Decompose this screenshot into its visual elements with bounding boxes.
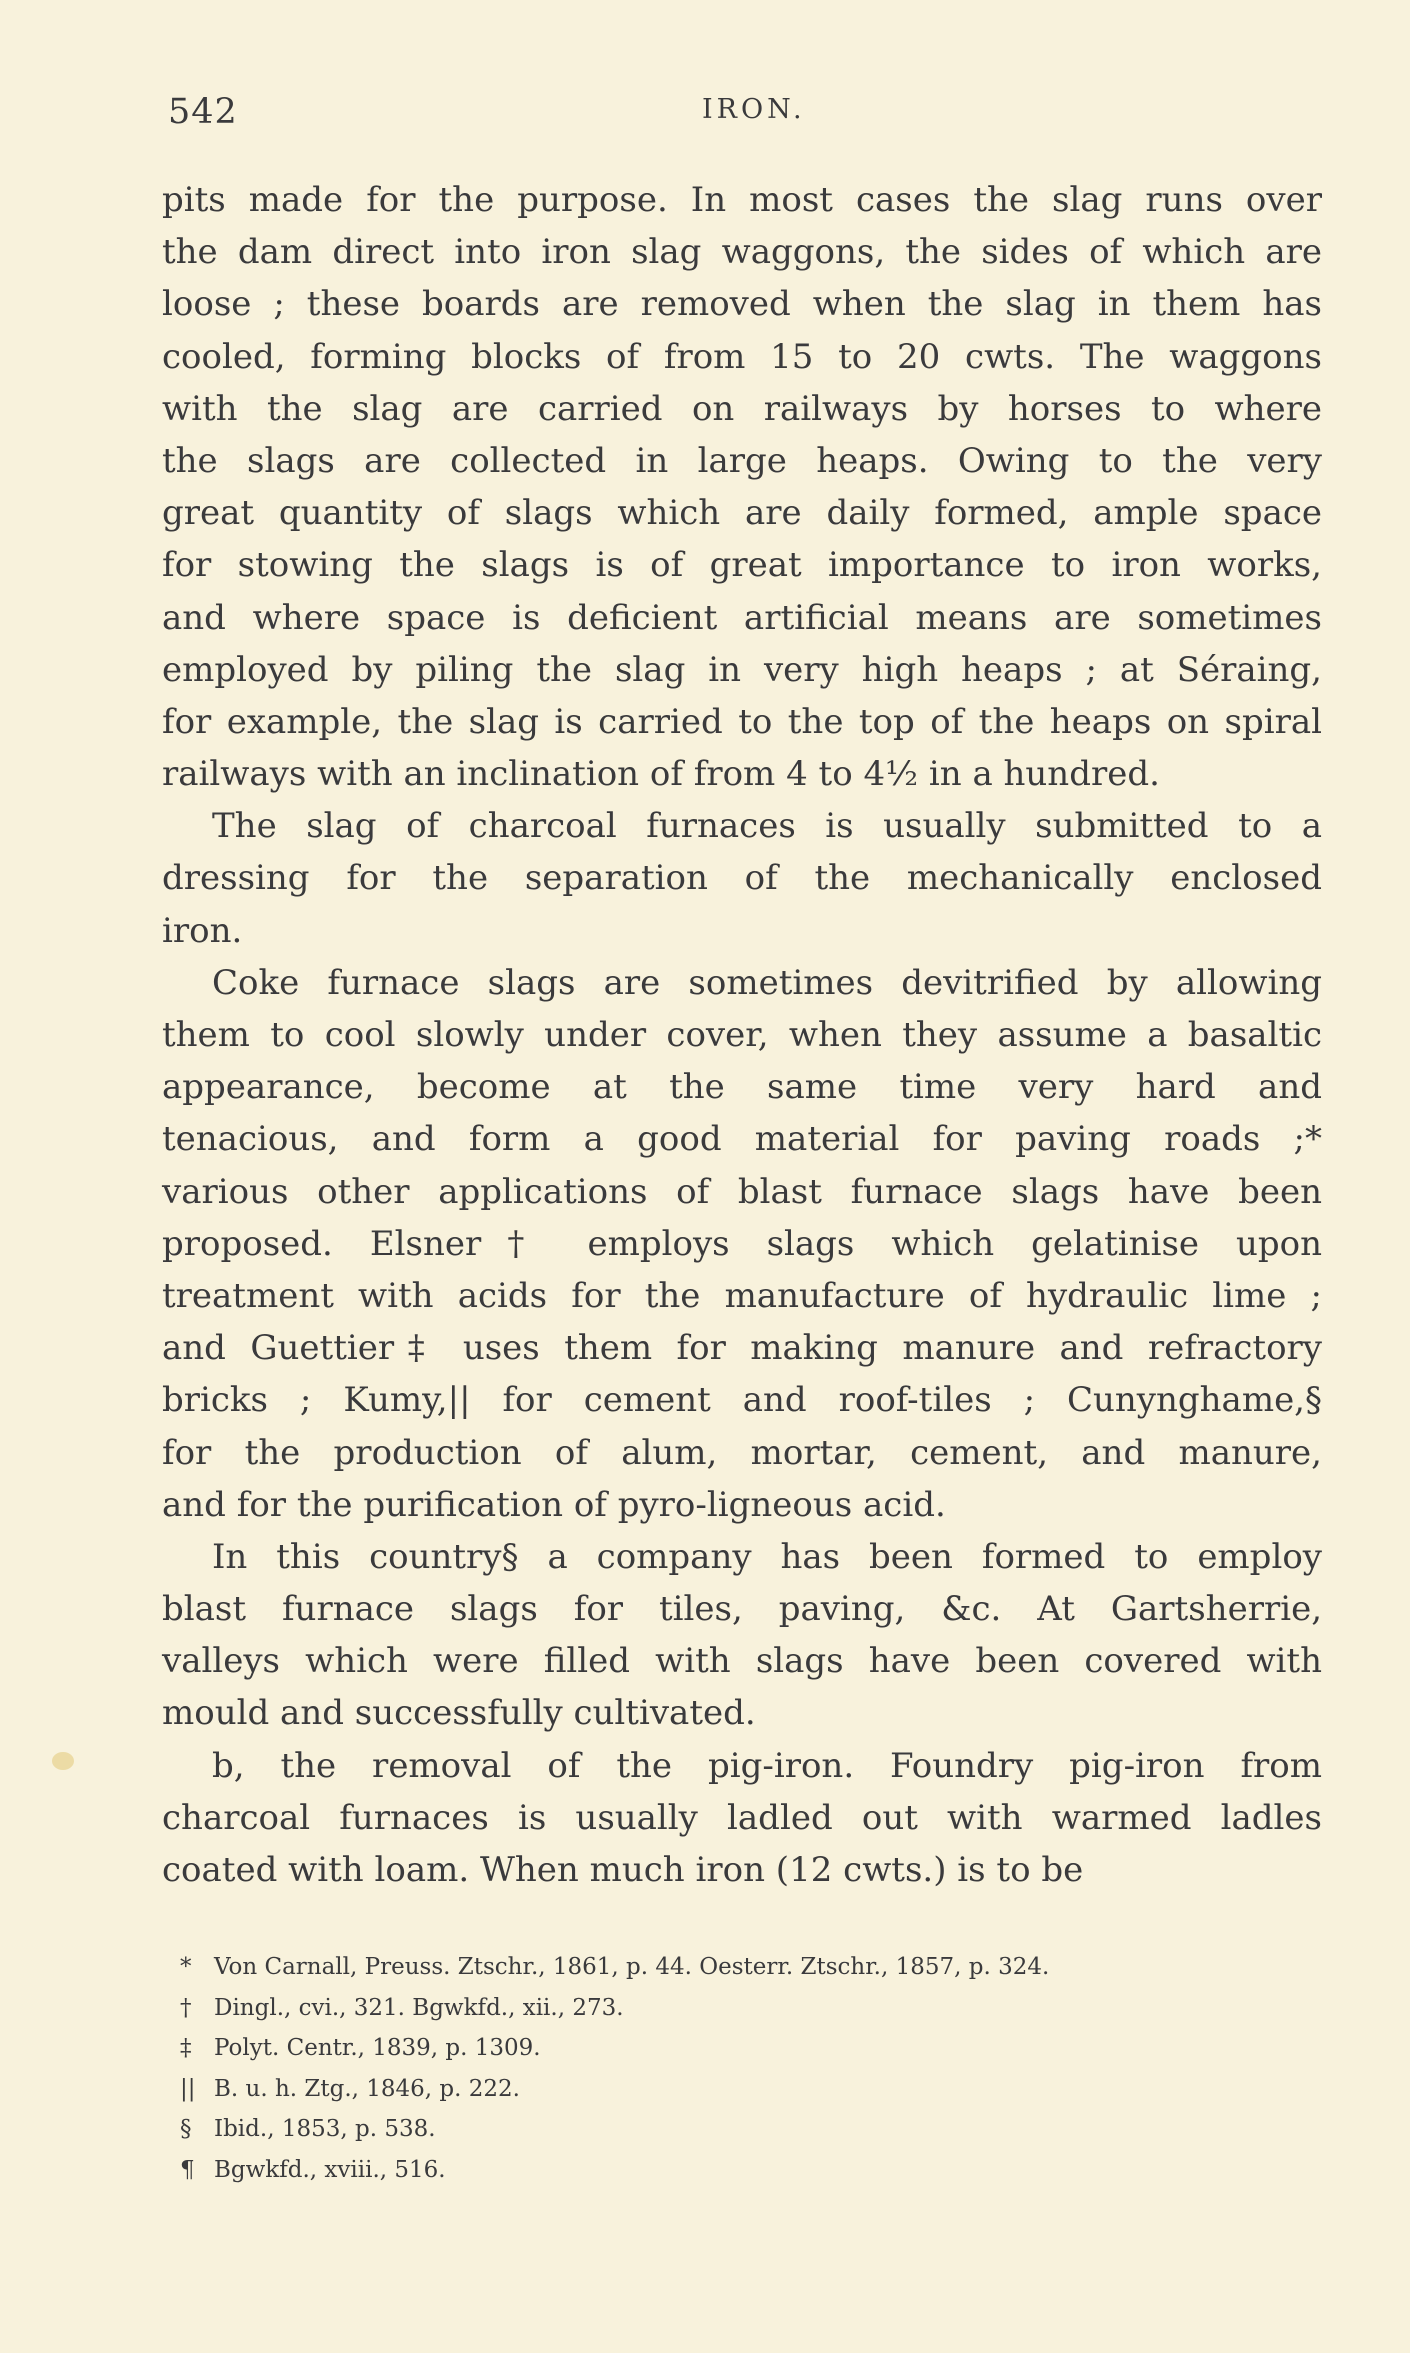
footnote-symbol: ¶ <box>180 2156 195 2183</box>
paragraph <box>162 800 1322 957</box>
footnote-symbol: § <box>180 2116 192 2142</box>
footnote-symbol: || <box>180 2075 196 2102</box>
text-line: appearance, become at the same time very hard and <box>162 1067 1322 1108</box>
text-line: The slag of charcoal furnaces is usually submitted to a <box>212 806 1322 847</box>
paper-stain <box>52 1752 74 1770</box>
footnote-text: Dingl., cvi., 321. Bgwkfd., xii., 273. <box>214 1994 624 2021</box>
text-line: proposed. Elsner† employs slags which gelatinise upon <box>162 1223 1322 1264</box>
text-line: iron. <box>162 910 243 951</box>
footnote-symbol: † <box>180 1994 192 2021</box>
text-line: coated with loam. When much iron (12 cwts.) is to be <box>162 1850 1084 1890</box>
text-line: with the slag are carried on railways by horses to where <box>162 388 1322 429</box>
text-line: employed by piling the slag in very high heaps ; at Séraing, <box>162 649 1322 690</box>
text-line: for example, the slag is carried to the top of the heaps on spiral <box>162 701 1322 742</box>
footnote-text: Ibid., 1853, p. 538. <box>214 2116 436 2142</box>
text-line: and where space is deficient artificial means are sometimes <box>162 597 1322 638</box>
footnote-text: B. u. h. Ztg., 1846, p. 222. <box>214 2075 520 2102</box>
page-number: 542 <box>168 92 238 132</box>
text-line: treatment with acids for the manufacture of hydraulic lime ; <box>162 1275 1322 1316</box>
paragraph <box>162 174 1322 800</box>
text-line: great quantity of slags which are daily formed, ample space <box>162 493 1322 534</box>
page-header <box>0 92 1410 148</box>
text-line: various other applications of blast furnace slags have been <box>162 1171 1322 1212</box>
running-title: IRON. <box>702 94 806 125</box>
text-line: bricks ; Kumy,|| for cement and roof-tiles ; Cunynghame,§ <box>162 1380 1322 1421</box>
text-line: railways with an inclination of from 4 to 4½ in a hundred. <box>162 754 1160 795</box>
text-line: for the production of alum, mortar, cement, and manure, <box>162 1432 1322 1473</box>
footnotes <box>180 1947 1340 2190</box>
text-line: dressing for the separation of the mechanically enclosed <box>162 858 1322 899</box>
footnote <box>180 1988 1340 2029</box>
text-line: tenacious, and form a good material for paving roads ;* <box>162 1119 1322 1160</box>
footnote-symbol: ‡ <box>180 2035 192 2061</box>
footnote <box>180 2028 1340 2069</box>
text-line: In this country§ a company has been formed to employ <box>212 1536 1322 1577</box>
text-line: valleys which were filled with slags have been covered with <box>162 1641 1322 1682</box>
footnote-symbol: * <box>180 1954 192 1980</box>
text-line: Coke furnace slags are sometimes devitrified by allowing <box>212 962 1322 1003</box>
text-line: for stowing the slags is of great importance to iron works, <box>162 545 1322 586</box>
text-line: and Guettier‡ uses them for making manure and refractory <box>162 1328 1322 1369</box>
text-line: b, the removal of the pig-iron. Foundry pig-iron from <box>212 1745 1322 1786</box>
body-text <box>162 174 1322 1896</box>
footnote <box>180 2069 1340 2110</box>
footnote-text: Bgwkfd., xviii., 516. <box>214 2156 446 2183</box>
footnote-text: Polyt. Centr., 1839, p. 1309. <box>214 2035 541 2061</box>
text-line: the dam direct into iron slag waggons, the sides of which are <box>162 232 1322 273</box>
text-line: loose ; these boards are removed when the slag in them has <box>162 284 1322 325</box>
paragraph <box>162 1740 1322 1897</box>
paragraph <box>162 1531 1322 1740</box>
text-line: cooled, forming blocks of from 15 to 20 cwts. The waggons <box>162 336 1322 377</box>
text-line: and for the purification of pyro-ligneous acid. <box>162 1484 946 1525</box>
text-line: the slags are collected in large heaps. Owing to the very <box>162 440 1322 481</box>
text-line: pits made for the purpose. In most cases the slag runs over <box>162 180 1322 220</box>
footnote-text: Von Carnall, Preuss. Ztschr., 1861, p. 44. Oesterr. Ztschr., 1857, p. 324. <box>214 1954 1050 1980</box>
text-line: charcoal furnaces is usually ladled out with warmed ladles <box>162 1797 1322 1838</box>
footnote <box>180 2150 1340 2191</box>
text-line: mould and successfully cultivated. <box>162 1693 756 1734</box>
text-line: them to cool slowly under cover, when they assume a basaltic <box>162 1015 1322 1055</box>
text-line: blast furnace slags for tiles, paving, &c. At Gartsherrie, <box>162 1589 1322 1630</box>
paragraph <box>162 957 1322 1531</box>
footnote <box>180 1947 1340 1988</box>
footnote <box>180 2109 1340 2150</box>
